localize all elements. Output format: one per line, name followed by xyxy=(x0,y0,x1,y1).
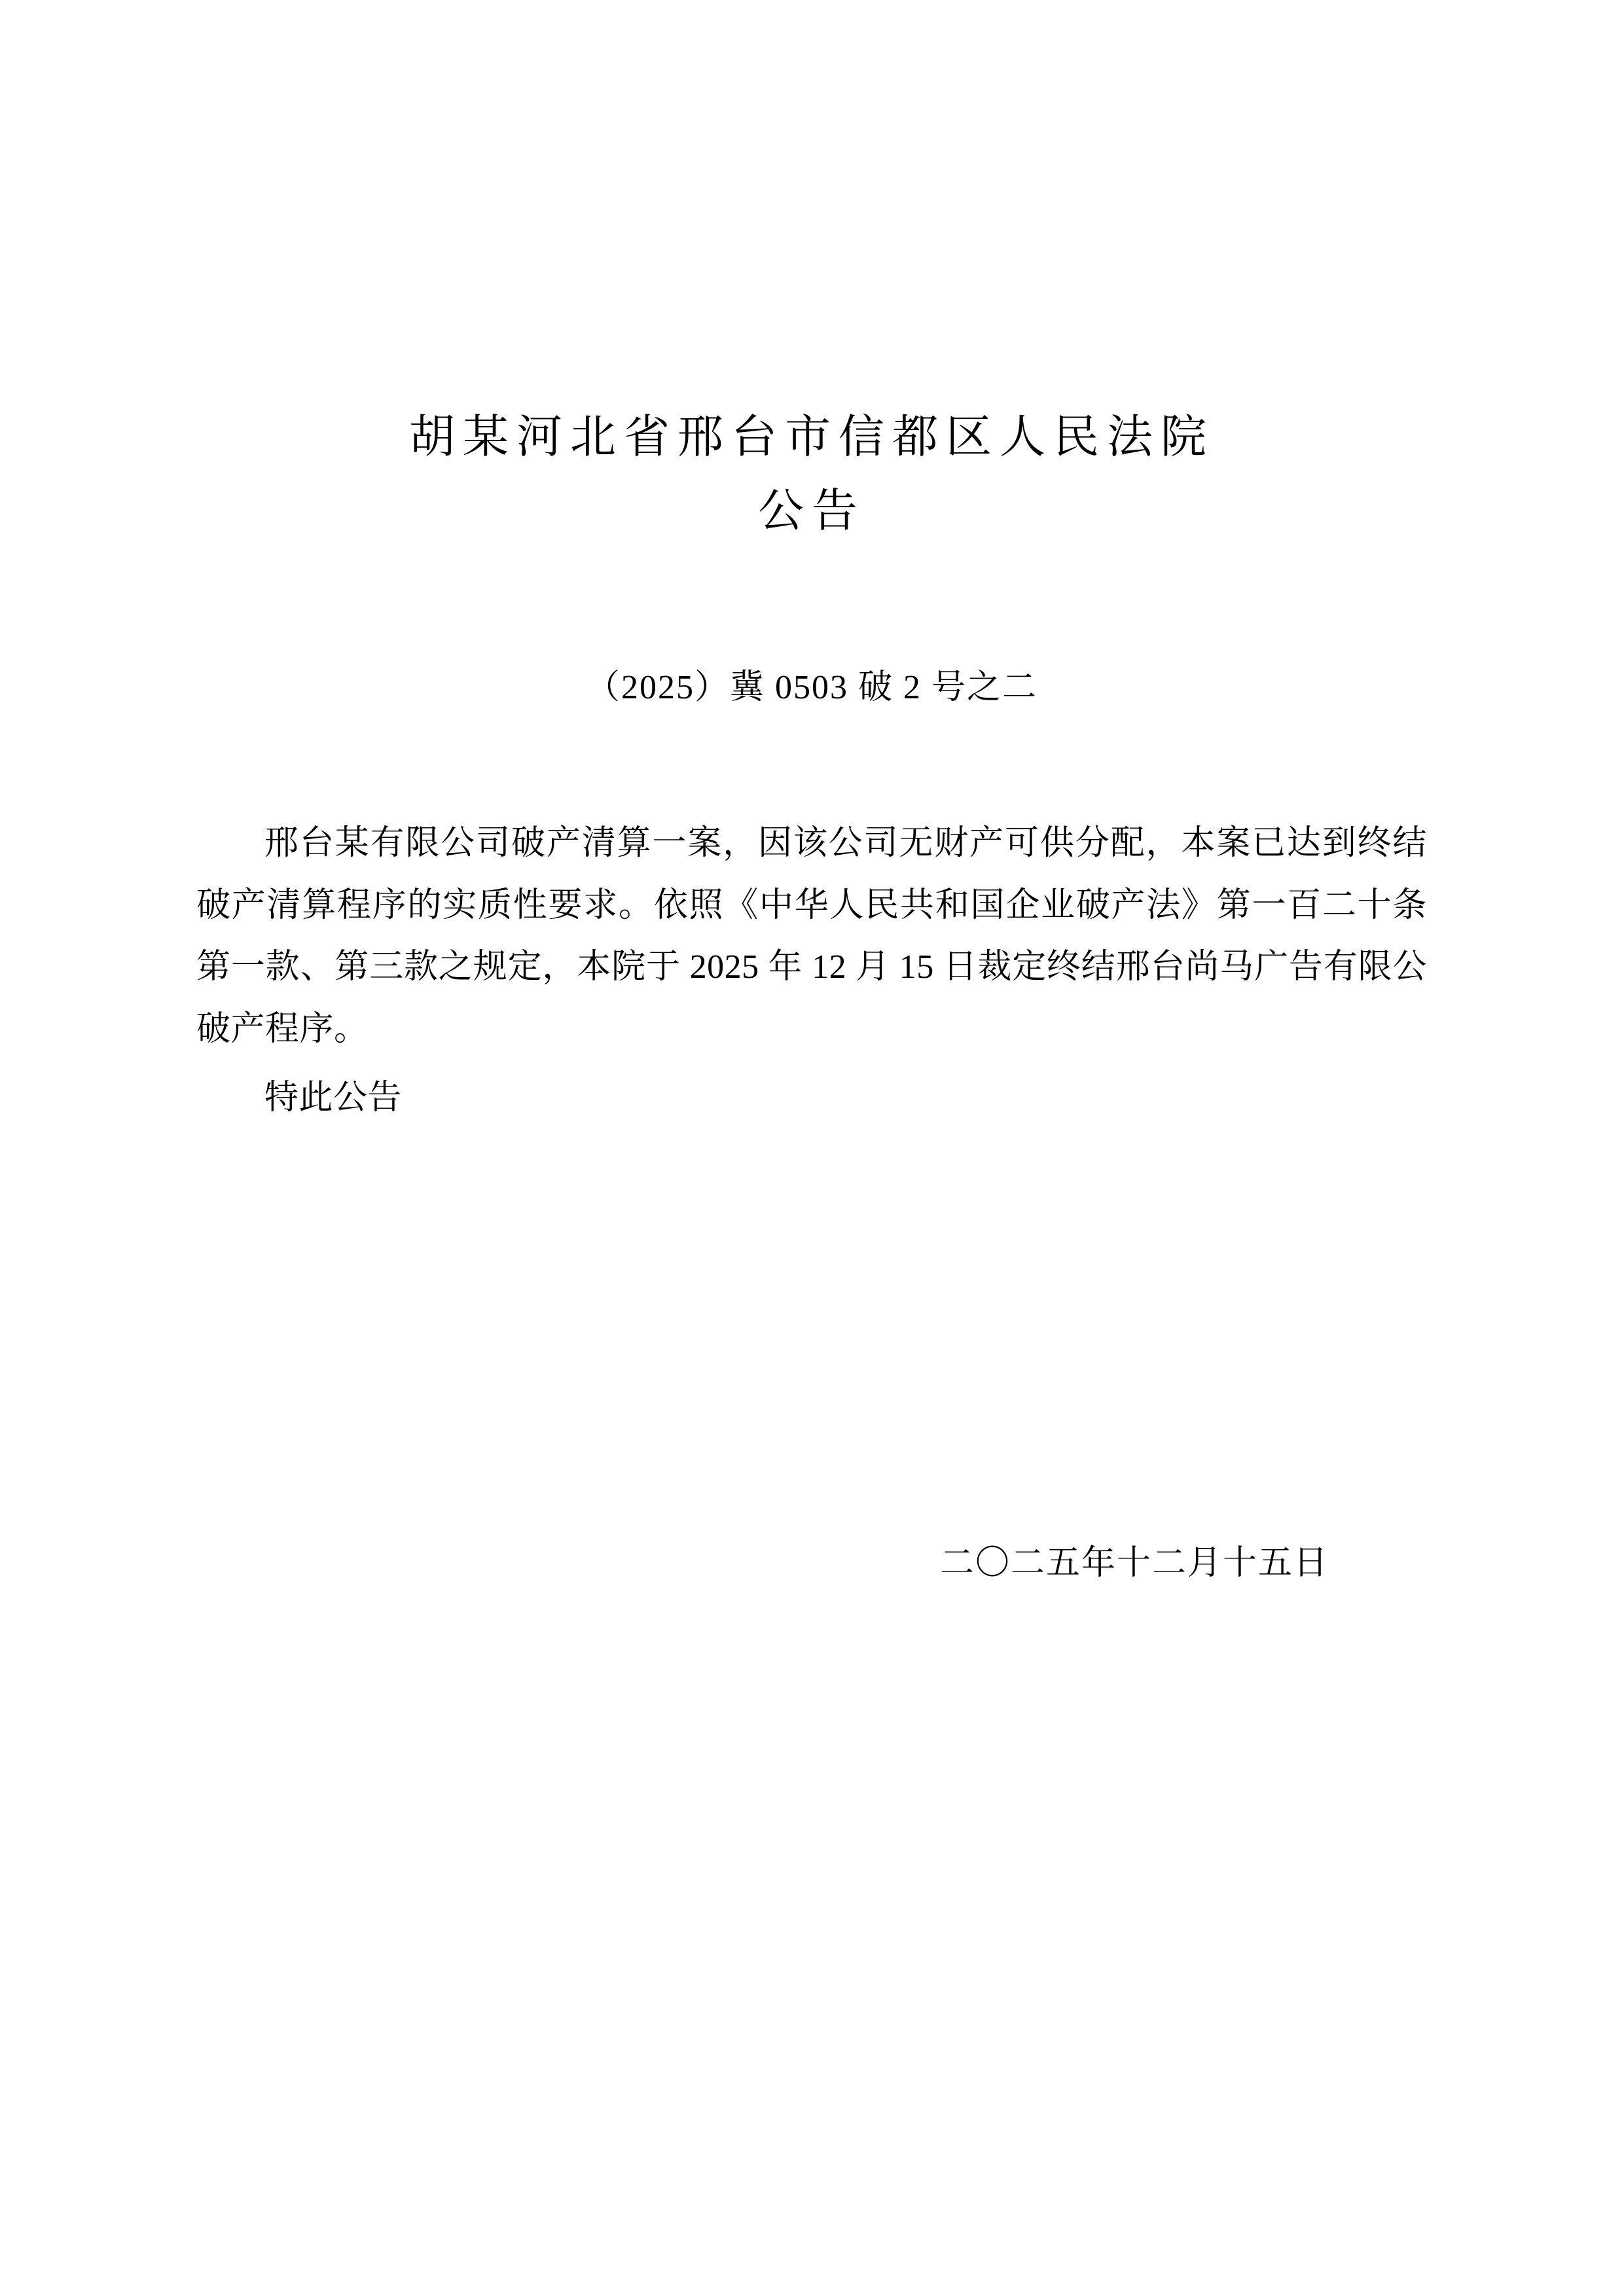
document-type-line: 公告 xyxy=(758,483,865,537)
document-title xyxy=(196,406,1427,541)
body-paragraph-2: 特此公告 xyxy=(264,1079,403,1117)
body-paragraph-1: 邢台某有限公司破产清算一案，因该公司无财产可供分配，本案已达到终结破产清算程序的实质性要求。依照《中华人民共和国企业破产法》第一百二十条第一款、第三款之规定，本院于 2025 年 12 月 15 日裁定终结邢台尚马广告有限公破产程序。 xyxy=(196,825,1427,1048)
signature-date: 二〇二五年十二月十五日 xyxy=(939,1545,1329,1583)
case-number: （2025）冀 0503 破 2 号之二 xyxy=(585,669,1038,706)
document-content xyxy=(196,0,1427,1584)
court-name-line: 胡某河北省邢台市信都区人民法院 xyxy=(409,410,1214,463)
document-body xyxy=(196,813,1427,1129)
